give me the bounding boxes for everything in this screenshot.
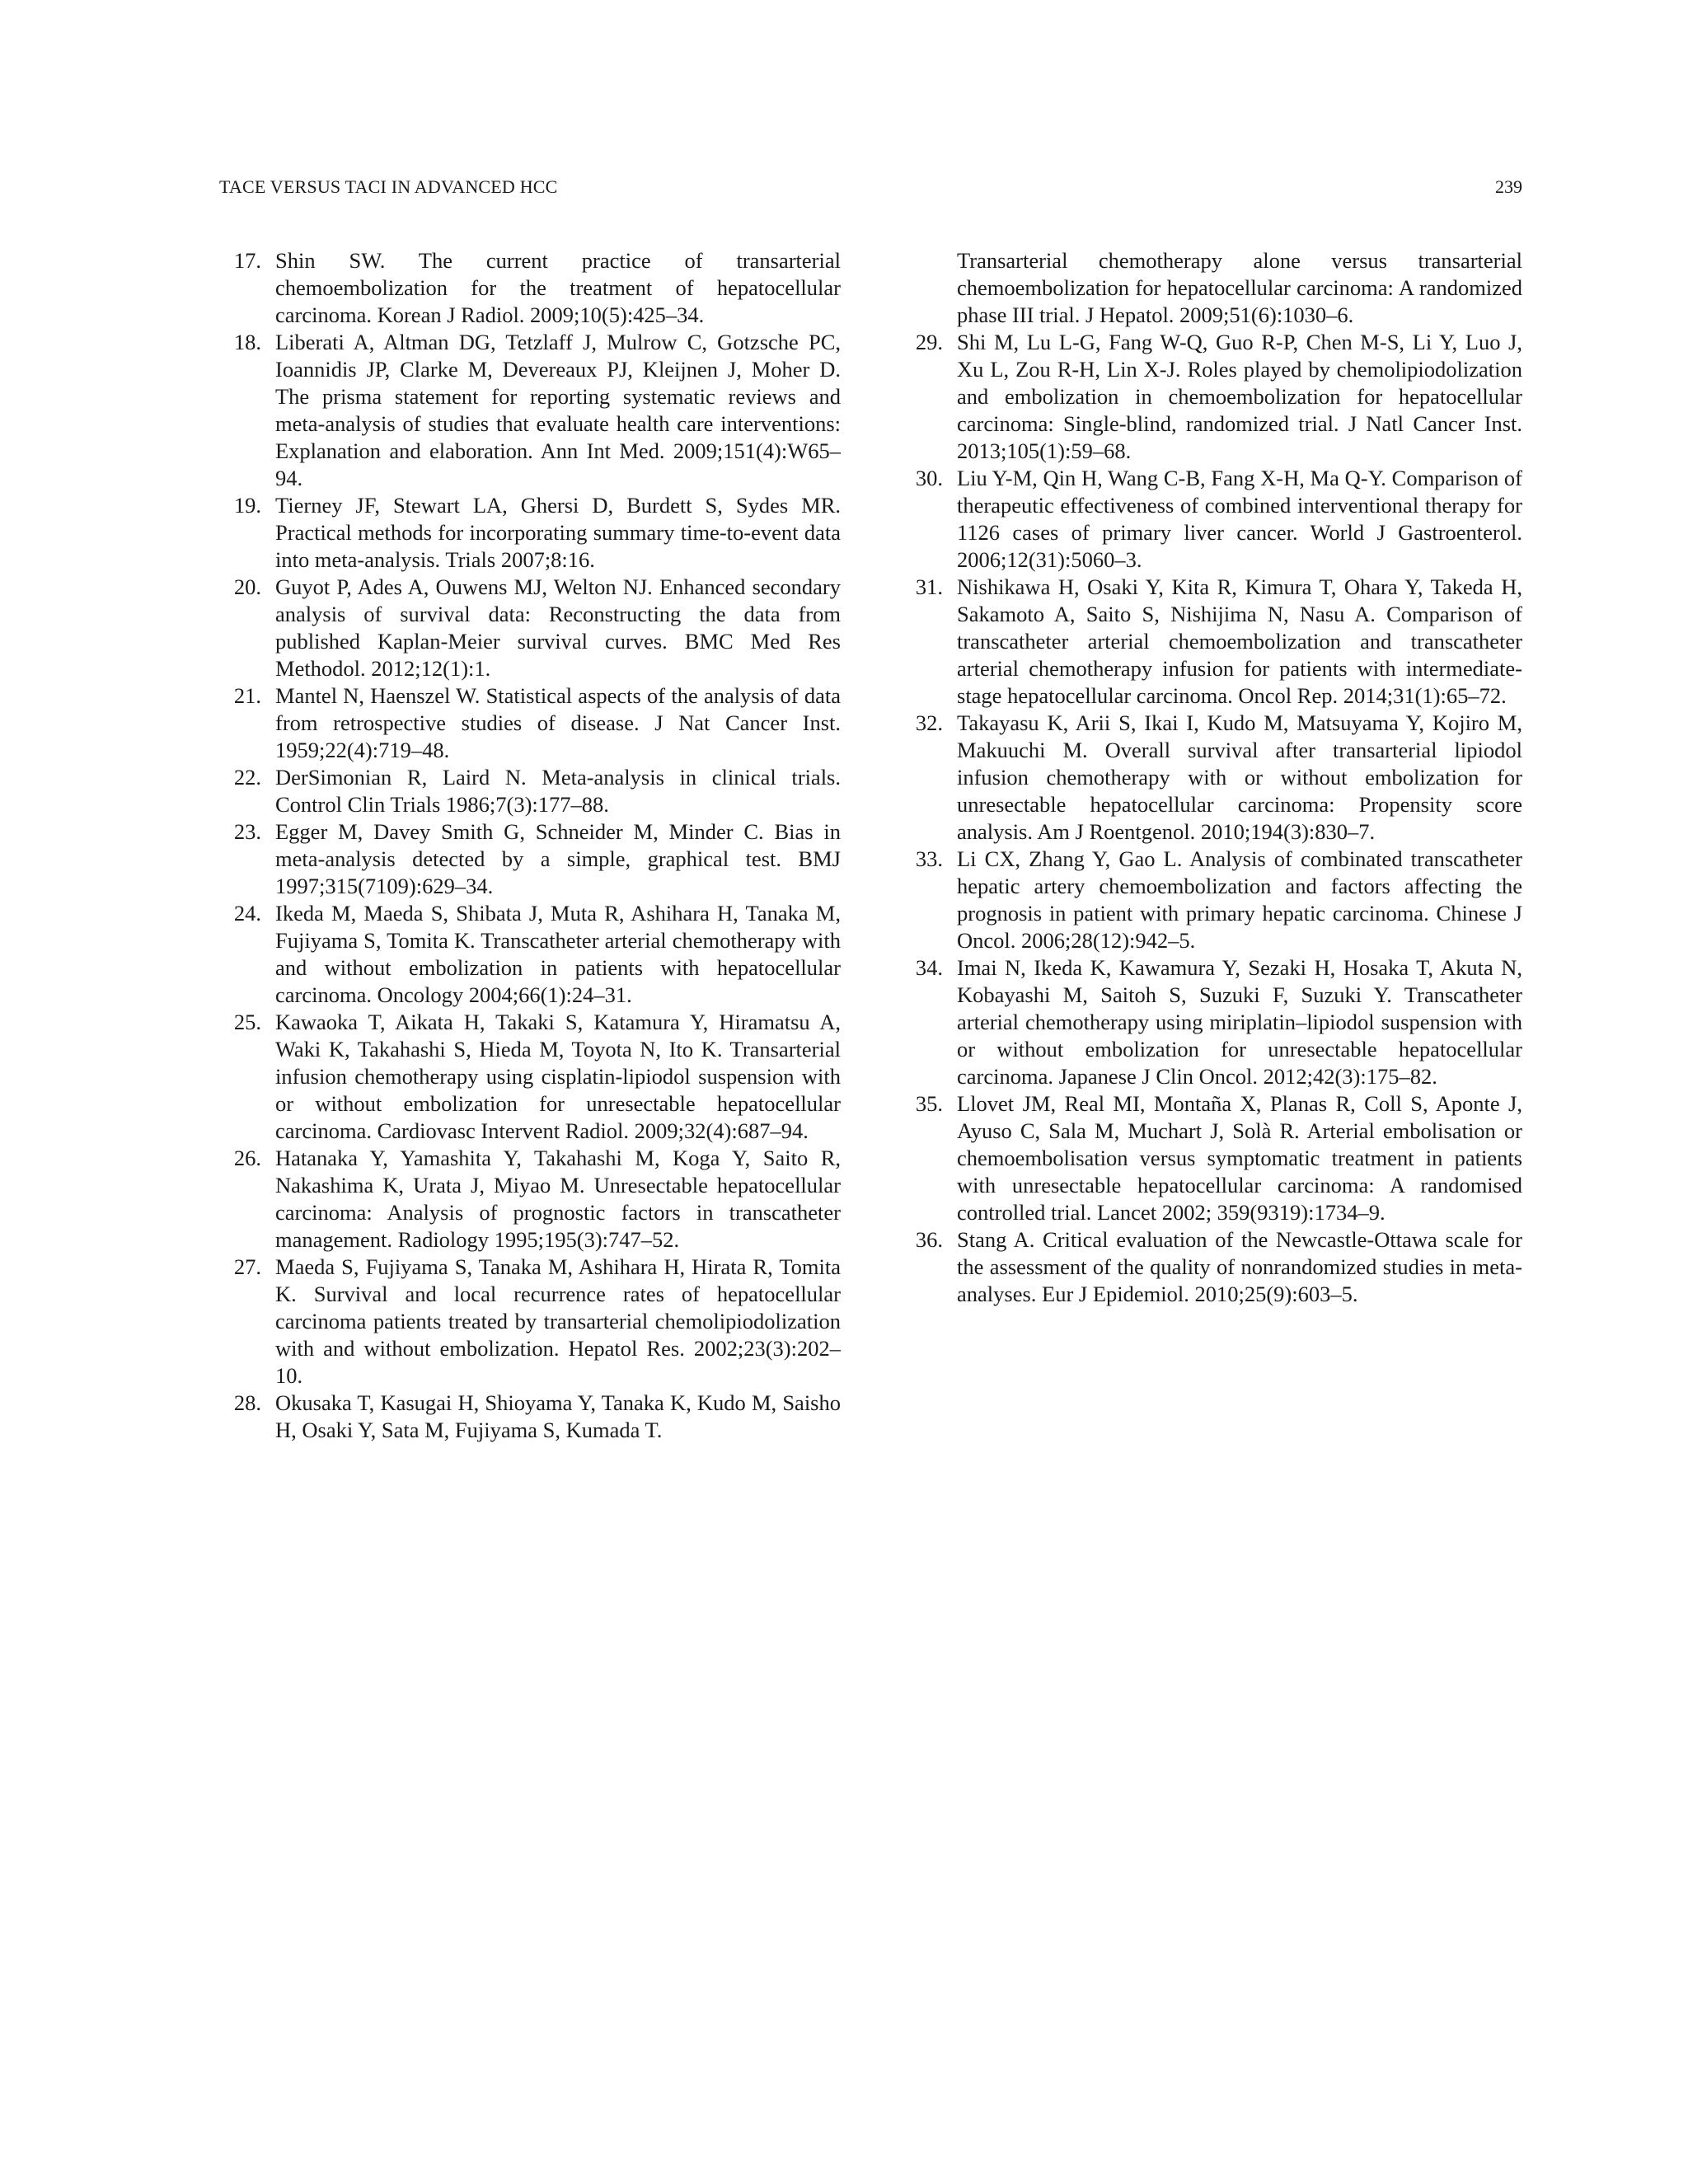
reference-item [901, 954, 1522, 1090]
reference-number: 24. [233, 901, 261, 926]
reference-item [219, 574, 841, 682]
reference-item [901, 710, 1522, 846]
page-number: 239 [1495, 176, 1522, 197]
reference-number: 23. [233, 819, 261, 844]
reference-number: 30. [915, 466, 943, 490]
reference-text: Guyot P, Ades A, Ouwens MJ, Welton NJ. Enhanced secondary analysis of survival data: Reconstructing the data from published Kaplan-Meier survival curves. BMC Med Res Methodol. 2012;12(1):1. [275, 574, 841, 681]
reference-text: Liu Y-M, Qin H, Wang C-B, Fang X-H, Ma Q-Y. Comparison of therapeutic effectiveness of combined interventional therapy for 1126 cases of primary liver cancer. World J Gastroenterol. 2006;12(31):5060–3. [957, 466, 1522, 572]
reference-number: 31. [915, 574, 943, 599]
reference-text: Ikeda M, Maeda S, Shibata J, Muta R, Ashihara H, Tanaka M, Fujiyama S, Tomita K. Transcatheter arterial chemotherapy with and without embolization in patients with hepatocellular carcinoma. Oncology 2004;66(1):24–31. [275, 901, 841, 1007]
reference-text: Llovet JM, Real MI, Montaña X, Planas R, Coll S, Aponte J, Ayuso C, Sala M, Muchart J, Solà R. Arterial embolisation or chemoembolisation versus symptomatic treatment in patients with unresectable hepatocellular carcinoma: A randomised controlled trial. Lancet 2002; 359(9319):1734–9. [957, 1091, 1522, 1225]
reference-number: 26. [233, 1146, 261, 1170]
reference-number: 17. [233, 248, 261, 273]
reference-item [901, 574, 1522, 710]
reference-item [219, 764, 841, 818]
reference-number: 29. [915, 330, 943, 354]
reference-item [219, 1009, 841, 1145]
reference-number: 35. [915, 1091, 943, 1116]
reference-text: Liberati A, Altman DG, Tetzlaff J, Mulrow C, Gotzsche PC, Ioannidis JP, Clarke M, Devereaux PJ, Kleijnen J, Moher D. The prisma statement for reporting systematic reviews and meta-analysis of studies that evaluate health care interventions: Explanation and elaboration. Ann Int Med. 2009;151(4):W65–94. [275, 330, 841, 490]
reference-number: 27. [233, 1254, 261, 1279]
reference-text: Stang A. Critical evaluation of the Newcastle-Ottawa scale for the assessment of the quality of nonrandomized studies in meta-analyses. Eur J Epidemiol. 2010;25(9):603–5. [957, 1227, 1522, 1306]
reference-text: Nishikawa H, Osaki Y, Kita R, Kimura T, Ohara Y, Takeda H, Sakamoto A, Saito S, Nishijima N, Nasu A. Comparison of transcatheter arterial chemoembolization and transcatheter arterial chemotherapy infusion for patients with intermediate-stage hepatocellular carcinoma. Oncol Rep. 2014;31(1):65–72. [957, 574, 1522, 708]
reference-number: 32. [915, 710, 943, 735]
reference-number: 33. [915, 846, 943, 871]
reference-item [219, 818, 841, 900]
reference-text: Li CX, Zhang Y, Gao L. Analysis of combinated transcatheter hepatic artery chemoembolization and factors affecting the prognosis in patient with primary hepatic carcinoma. Chinese J Oncol. 2006;28(12):942–5. [957, 846, 1522, 953]
reference-item [219, 247, 841, 329]
running-head: TACE VERSUS TACI IN ADVANCED HCC [219, 176, 558, 197]
references-left-column [219, 247, 841, 1444]
reference-text: Takayasu K, Arii S, Ikai I, Kudo M, Matsuyama Y, Kojiro M, Makuuchi M. Overall survival after transarterial lipiodol infusion chemotherapy with or without embolization for unresectable hepatocellular carcinoma: Propensity score analysis. Am J Roentgenol. 2010;194(3):830–7. [957, 710, 1522, 844]
reference-item [901, 1226, 1522, 1308]
reference-number: 19. [233, 493, 261, 518]
reference-text: Shi M, Lu L-G, Fang W-Q, Guo R-P, Chen M-S, Li Y, Luo J, Xu L, Zou R-H, Lin X-J. Roles played by chemolipiodolization and embolization in chemoembolization for hepatocellular carcinoma: Single-blind, randomized trial. J Natl Cancer Inst. 2013;105(1):59–68. [957, 330, 1522, 463]
reference-number: 28. [233, 1390, 261, 1415]
reference-text: Hatanaka Y, Yamashita Y, Takahashi M, Koga Y, Saito R, Nakashima K, Urata J, Miyao M. Unresectable hepatocellular carcinoma: Analysis of prognostic factors in transcatheter management. Radiology 1995;195(3):747–52. [275, 1146, 841, 1252]
reference-number: 34. [915, 955, 943, 980]
reference-item [219, 329, 841, 492]
reference-item [901, 329, 1522, 465]
reference-text: Kawaoka T, Aikata H, Takaki S, Katamura Y, Hiramatsu A, Waki K, Takahashi S, Hieda M, Toyota N, Ito K. Transarterial infusion chemotherapy using cisplatin-lipiodol suspension with or without embolization for unresectable hepatocellular carcinoma. Cardiovasc Intervent Radiol. 2009;32(4):687–94. [275, 1010, 841, 1143]
reference-item [901, 465, 1522, 574]
reference-number: 18. [233, 330, 261, 354]
reference-item [901, 846, 1522, 954]
reference-text: Maeda S, Fujiyama S, Tanaka M, Ashihara H, Hirata R, Tomita K. Survival and local recurrence rates of hepatocellular carcinoma patients treated by transarterial chemolipiodolization with and without embolization. Hepatol Res. 2002;23(3):202–10. [275, 1254, 841, 1388]
reference-text: Okusaka T, Kasugai H, Shioyama Y, Tanaka K, Kudo M, Saisho H, Osaki Y, Sata M, Fujiyama S, Kumada T. [275, 1390, 841, 1442]
reference-item-continuation [901, 247, 1522, 329]
reference-text: Mantel N, Haenszel W. Statistical aspects of the analysis of data from retrospective studies of disease. J Nat Cancer Inst. 1959;22(4):719–48. [275, 683, 841, 762]
reference-number: 21. [233, 683, 261, 708]
references-right-column [901, 247, 1522, 1308]
reference-text: DerSimonian R, Laird N. Meta-analysis in clinical trials. Control Clin Trials 1986;7(3):177–88. [275, 765, 841, 817]
reference-number: 25. [233, 1010, 261, 1034]
reference-item [219, 1254, 841, 1390]
reference-number: 20. [233, 574, 261, 599]
reference-number: 22. [233, 765, 261, 790]
reference-item [219, 900, 841, 1009]
reference-number: 36. [915, 1227, 943, 1252]
reference-item [219, 1145, 841, 1254]
reference-item [219, 682, 841, 764]
reference-text: Tierney JF, Stewart LA, Ghersi D, Burdett S, Sydes MR. Practical methods for incorporating summary time-to-event data into meta-analysis. Trials 2007;8:16. [275, 493, 841, 572]
reference-item [901, 1090, 1522, 1226]
reference-text: Shin SW. The current practice of transarterial chemoembolization for the treatment of hepatocellular carcinoma. Korean J Radiol. 2009;10(5):425–34. [275, 248, 841, 327]
reference-item [219, 1390, 841, 1444]
reference-text: Imai N, Ikeda K, Kawamura Y, Sezaki H, Hosaka T, Akuta N, Kobayashi M, Saitoh S, Suzuki F, Suzuki Y. Transcatheter arterial chemotherapy using miriplatin–lipiodol suspension with or without embolization for unresectable hepatocellular carcinoma. Japanese J Clin Oncol. 2012;42(3):175–82. [957, 955, 1522, 1089]
reference-item [219, 492, 841, 574]
reference-text: Egger M, Davey Smith G, Schneider M, Minder C. Bias in meta-analysis detected by a simple, graphical test. BMJ 1997;315(7109):629–34. [275, 819, 841, 898]
reference-text: Transarterial chemotherapy alone versus transarterial chemoembolization for hepatocellular carcinoma: A randomized phase III trial. J Hepatol. 2009;51(6):1030–6. [957, 248, 1522, 327]
